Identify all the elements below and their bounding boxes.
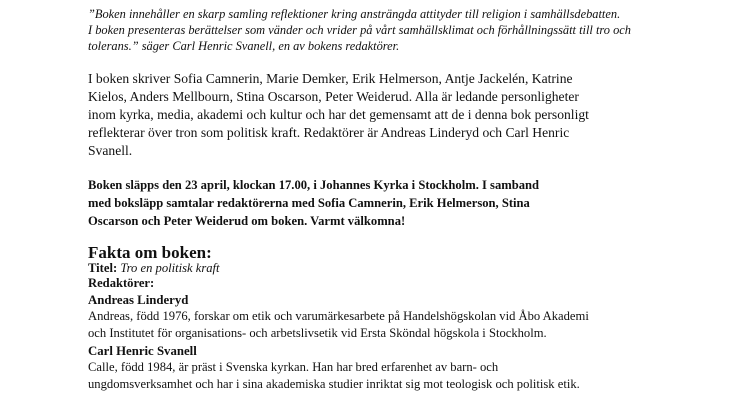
title-row	[88, 261, 648, 276]
quote-line: I boken presenteras berättelser som vänder och vrider på vårt samhällsklimat och förhållningssätt till tro och	[88, 23, 631, 37]
title-label: Titel:	[88, 261, 118, 275]
title-value: Tro en politisk kraft	[120, 261, 220, 275]
intro-line: Kielos, Anders Mellbourn, Stina Oscarson, Peter Weiderud. Alla är ledande personligheter	[88, 89, 579, 104]
bio-line: ungdomsverksamhet och har i sina akademiska studier inriktat sig mot teologisk och politisk etik.	[88, 377, 580, 391]
press-release-page	[88, 6, 648, 393]
editor-bio-andreas	[88, 308, 648, 342]
intro-line: reflekterar över tron som politisk kraft. Redaktörer är Andreas Linderyd och Carl Henric	[88, 125, 570, 140]
release-line: Boken släpps den 23 april, klockan 17.00, i Johannes Kyrka i Stockholm. I samband	[88, 178, 540, 192]
editors-row	[88, 276, 648, 291]
book-facts	[88, 244, 648, 393]
release-line: Oscarson och Peter Weiderud om boken. Varmt välkomna!	[88, 214, 406, 228]
release-line: med boksläpp samtalar redaktörerna med Sofia Camnerin, Erik Helmerson, Stina	[88, 196, 530, 210]
bio-line: Andreas, född 1976, forskar om etik och varumärkesarbete på Handelshögskolan vid Åbo Akademi	[88, 309, 589, 323]
quote-line: ”Boken innehåller en skarp samling reflektioner kring ansträngda attityder till religion i samhällsdebatten.	[88, 7, 621, 21]
intro-line: inom kyrka, media, akademi och kultur och har det gemensamt att de i denna bok personligt	[88, 107, 589, 122]
release-announcement	[88, 176, 648, 230]
editor-bio-carl	[88, 359, 648, 393]
facts-heading: Fakta om boken:	[88, 243, 212, 262]
intro-line: Svanell.	[88, 143, 133, 158]
intro-line: I boken skriver Sofia Camnerin, Marie Demker, Erik Helmerson, Antje Jackelén, Katrine	[88, 71, 573, 86]
bio-line: och Institutet för organisations- och arbetslivsetik vid Ersta Sköndal högskola i Stockholm.	[88, 326, 547, 340]
bio-line: Calle, född 1984, är präst i Svenska kyrkan. Han har bred erfarenhet av barn- och	[88, 360, 499, 374]
editor-quote	[88, 6, 648, 54]
intro-paragraph	[88, 70, 648, 160]
editor-name-andreas: Andreas Linderyd	[88, 293, 189, 307]
quote-line: tolerans.” säger Carl Henric Svanell, en av bokens redaktörer.	[88, 39, 400, 53]
editor-name-carl: Carl Henric Svanell	[88, 344, 197, 358]
editors-label: Redaktörer:	[88, 276, 155, 290]
